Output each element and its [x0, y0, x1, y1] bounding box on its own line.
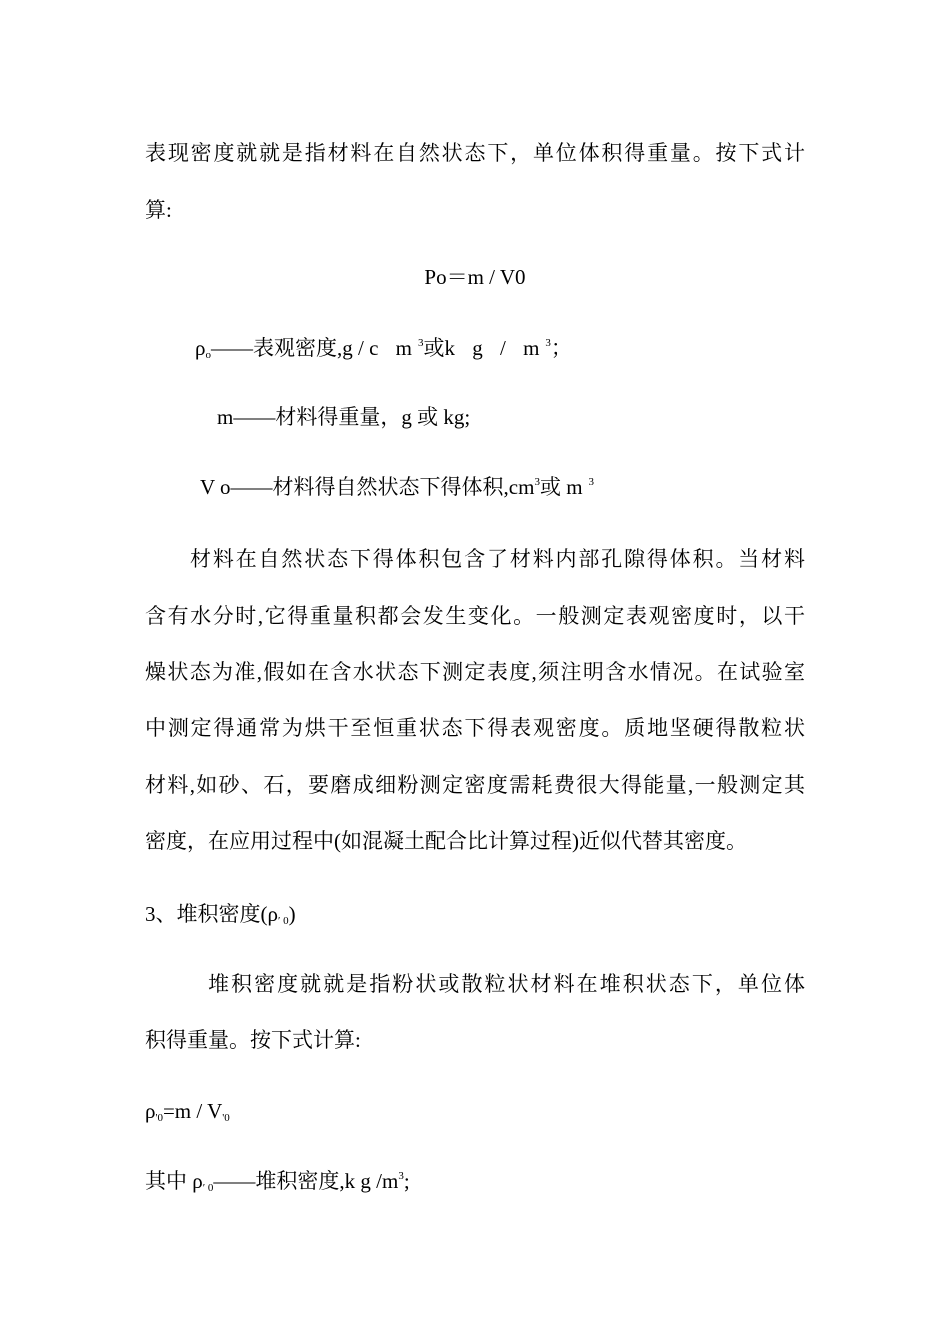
v0-text: V o——材料得自然状态下得体积,cm — [200, 475, 535, 499]
formula-bulk-density — [145, 1096, 230, 1126]
rho-tail: ； — [550, 336, 572, 360]
rho-dash-text: ——表观密度,g / — [210, 336, 370, 360]
rho-subscript: o — [205, 349, 211, 361]
paragraph-1-line-2: 算: — [145, 198, 172, 222]
section-3-heading — [145, 899, 296, 929]
formula-2-rho-subscript: '0 — [155, 1112, 163, 1124]
section-3-heading-close: ) — [288, 902, 296, 926]
v0-exponent-1: 3 — [534, 476, 540, 488]
definition-rho — [195, 333, 572, 363]
paragraph-1-line-1: 表现密度就就是指材料在自然状态下，单位体积得重量。按下式计 — [145, 141, 805, 165]
where-exponent: 3 — [398, 1170, 404, 1182]
v0-exponent-2: 3 — [588, 476, 595, 488]
rho-unit-1: c m — [369, 336, 418, 360]
paragraph-2-line-6: 密度，在应用过程中(如混凝土配合比计算过程)近似代替其密度。 — [145, 829, 747, 853]
paragraph-2-line-4: 中测定得通常为烘干至恒重状态下得表观密度。质地坚硬得散粒状 — [145, 716, 805, 740]
where-subscript: ′ 0 — [202, 1182, 214, 1194]
formula-2-mid: =m / V — [162, 1099, 223, 1123]
paragraph-2-line-1: 材料在自然状态下得体积包含了材料内部孔隙得体积。当材料 — [190, 547, 805, 571]
paragraph-2-line-3: 燥状态为准,假如在含水状态下测定表度,须注明含水情况。在试验室 — [145, 660, 805, 684]
paragraph-2-line-2: 含有水分时,它得重量积都会发生变化。一般测定表观密度时，以干 — [145, 604, 805, 628]
paragraph-3-line-1: 堆积密度就就是指粉状或散粒状材料在堆积状态下，单位体 — [208, 972, 805, 996]
rho-symbol: ρ — [195, 336, 206, 360]
rho-unit-2: k g / m — [444, 336, 546, 360]
where-tail: ; — [403, 1169, 410, 1193]
definition-m: m——材料得重量，g 或 kg; — [217, 405, 471, 429]
paragraph-3-line-2: 积得重量。按下式计算: — [145, 1028, 361, 1052]
formula-2-rho: ρ — [145, 1099, 156, 1123]
definition-v0 — [200, 472, 594, 502]
formula-apparent-density: Po＝m / V0 — [424, 265, 526, 289]
rho-unit-1-exponent: 3 — [417, 337, 424, 349]
paragraph-2-line-5: 材料,如砂、石，要磨成细粉测定密度需耗费很大得能量,一般测定其 — [145, 773, 805, 797]
section-3-heading-subscript: ′ 0 — [277, 915, 289, 927]
rho-or: 或 — [423, 336, 445, 360]
formula-2-v-subscript: '0 — [222, 1112, 230, 1124]
rho-unit-2-exponent: 3 — [545, 337, 551, 349]
where-text: ——堆积密度,k g /m — [213, 1169, 399, 1193]
where-definition — [145, 1166, 410, 1196]
where-prefix: 其中 ρ — [145, 1169, 203, 1193]
v0-or: 或 m — [539, 475, 583, 499]
section-3-heading-text: 3、堆积密度(ρ — [145, 902, 278, 926]
